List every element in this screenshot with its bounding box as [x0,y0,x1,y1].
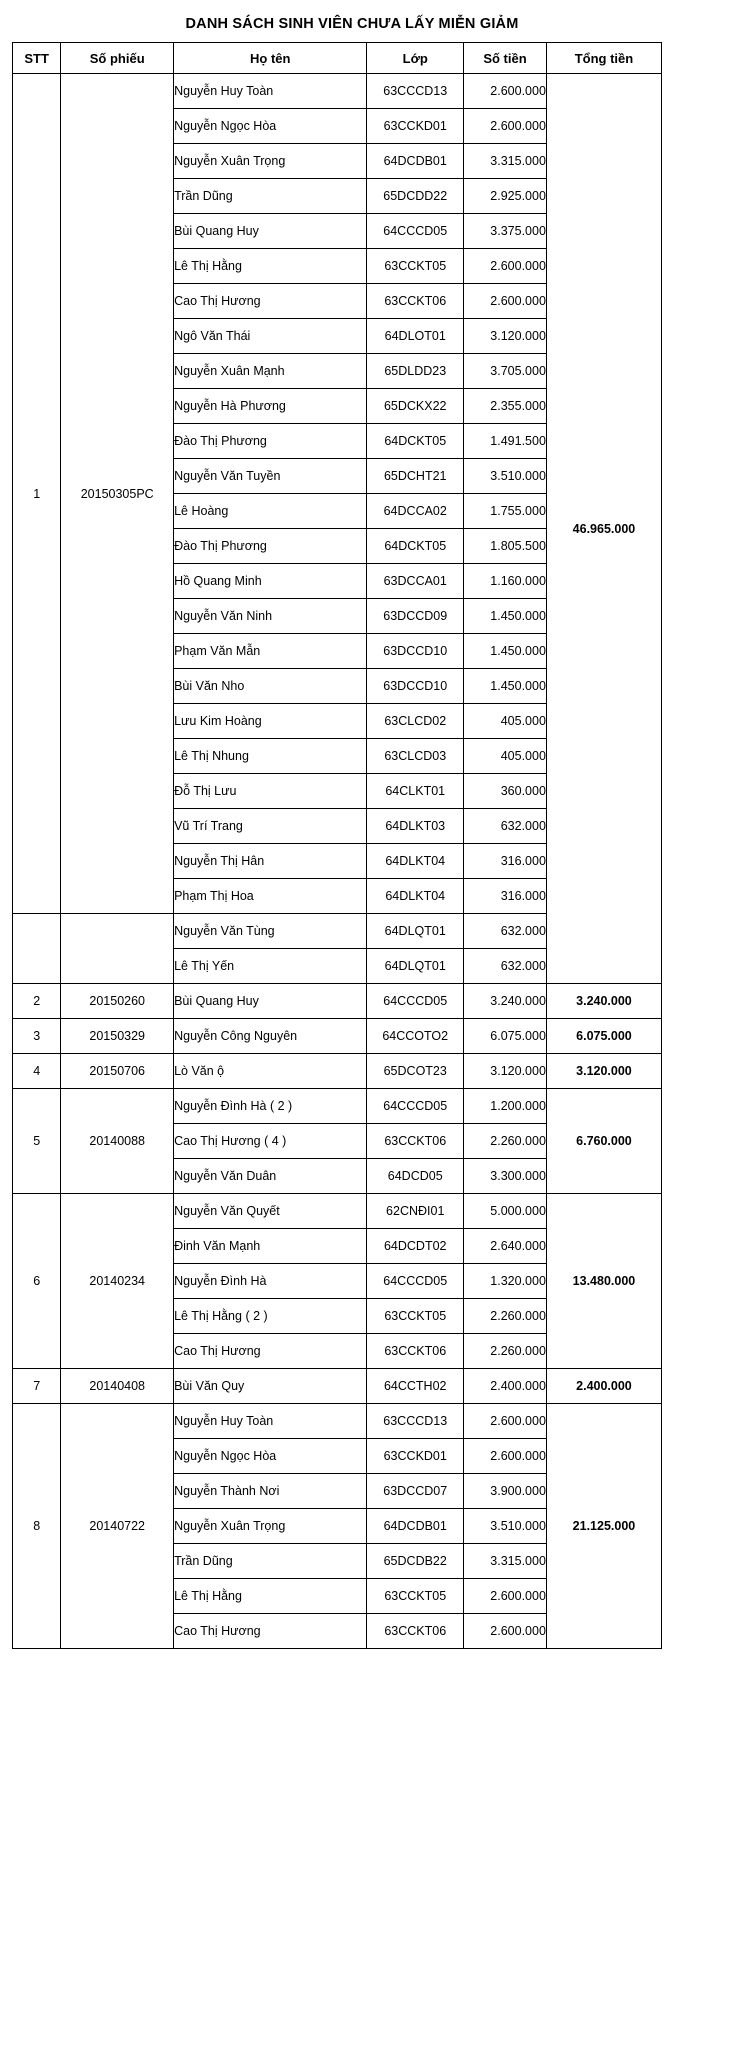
cell-so-tien: 3.315.000 [464,1544,547,1579]
cell-so-tien: 1.450.000 [464,634,547,669]
cell-so-tien: 2.600.000 [464,74,547,109]
table-header-row [13,43,662,74]
cell-lop: 63CCCD13 [367,74,464,109]
cell-ho-ten: Bùi Văn Quy [174,1369,367,1404]
cell-lop: 63DCCA01 [367,564,464,599]
cell-ho-ten: Cao Thị Hương ( 4 ) [174,1124,367,1159]
cell-so-tien: 316.000 [464,844,547,879]
cell-stt: 1 [13,74,61,914]
cell-so-phieu: 20150329 [61,1019,174,1054]
cell-lop: 64CCCD05 [367,1264,464,1299]
cell-ho-ten: Nguyễn Huy Toàn [174,74,367,109]
column-header-so-tien: Số tiền [464,43,547,74]
cell-lop: 65DCHT21 [367,459,464,494]
cell-so-tien: 2.925.000 [464,179,547,214]
cell-stt: 6 [13,1194,61,1369]
cell-lop: 65DCDB22 [367,1544,464,1579]
cell-so-tien: 1.450.000 [464,669,547,704]
cell-stt: 3 [13,1019,61,1054]
column-header-stt: STT [13,43,61,74]
cell-so-tien: 2.600.000 [464,109,547,144]
cell-so-tien: 3.315.000 [464,144,547,179]
cell-ho-ten: Nguyễn Xuân Mạnh [174,354,367,389]
cell-ho-ten: Nguyễn Văn Tuyền [174,459,367,494]
cell-so-tien: 2.260.000 [464,1124,547,1159]
cell-so-tien: 3.300.000 [464,1159,547,1194]
cell-lop: 64DCDB01 [367,1509,464,1544]
cell-lop: 64DCKT05 [367,424,464,459]
cell-lop: 64CCOTO2 [367,1019,464,1054]
cell-lop: 64DLOT01 [367,319,464,354]
cell-so-tien: 2.260.000 [464,1299,547,1334]
cell-so-tien: 1.200.000 [464,1089,547,1124]
cell-ho-ten: Lê Thị Hằng [174,1579,367,1614]
cell-so-tien: 2.600.000 [464,1614,547,1649]
cell-so-tien: 1.320.000 [464,1264,547,1299]
cell-ho-ten: Nguyễn Ngọc Hòa [174,1439,367,1474]
cell-lop: 65DCKX22 [367,389,464,424]
cell-so-tien: 3.510.000 [464,1509,547,1544]
cell-ho-ten: Nguyễn Văn Quyết [174,1194,367,1229]
cell-lop: 64DCKT05 [367,529,464,564]
cell-ho-ten: Lò Văn ộ [174,1054,367,1089]
cell-so-tien: 3.240.000 [464,984,547,1019]
cell-so-phieu-continued [61,914,174,984]
cell-ho-ten: Lưu Kim Hoàng [174,704,367,739]
cell-lop: 64DCCA02 [367,494,464,529]
cell-so-tien: 3.375.000 [464,214,547,249]
cell-so-tien: 405.000 [464,704,547,739]
cell-so-phieu: 20140234 [61,1194,174,1369]
cell-lop: 64DLKT04 [367,844,464,879]
cell-ho-ten: Lê Hoàng [174,494,367,529]
cell-ho-ten: Nguyễn Đình Hà [174,1264,367,1299]
page-title: DANH SÁCH SINH VIÊN CHƯA LẤY MIỄN GIẢM [185,16,519,32]
cell-ho-ten: Nguyễn Huy Toàn [174,1404,367,1439]
cell-stt: 7 [13,1369,61,1404]
cell-so-tien: 2.640.000 [464,1229,547,1264]
cell-so-tien: 3.705.000 [464,354,547,389]
cell-so-tien: 2.600.000 [464,249,547,284]
column-header-ho-ten: Họ tên [174,43,367,74]
cell-so-tien: 405.000 [464,739,547,774]
cell-ho-ten: Cao Thị Hương [174,284,367,319]
cell-lop: 63DCCD10 [367,669,464,704]
cell-so-tien: 2.400.000 [464,1369,547,1404]
cell-lop: 63CLCD02 [367,704,464,739]
cell-so-tien: 632.000 [464,809,547,844]
cell-ho-ten: Cao Thị Hương [174,1614,367,1649]
cell-lop: 62CNĐI01 [367,1194,464,1229]
cell-ho-ten: Lê Thị Yến [174,949,367,984]
cell-ho-ten: Đào Thị Phương [174,424,367,459]
column-header-so-phieu: Số phiếu [61,43,174,74]
cell-so-phieu: 20150305PC [61,74,174,914]
cell-lop: 63CCCD13 [367,1404,464,1439]
table-row [13,74,662,109]
cell-ho-ten: Lê Thị Hằng [174,249,367,284]
table-row [13,1054,662,1089]
cell-ho-ten: Nguyễn Văn Tùng [174,914,367,949]
cell-stt: 5 [13,1089,61,1194]
cell-lop: 65DLDD23 [367,354,464,389]
cell-so-tien: 6.075.000 [464,1019,547,1054]
cell-ho-ten: Trần Dũng [174,179,367,214]
cell-so-phieu: 20140408 [61,1369,174,1404]
cell-ho-ten: Đinh Văn Mạnh [174,1229,367,1264]
cell-so-tien: 3.120.000 [464,1054,547,1089]
cell-ho-ten: Bùi Quang Huy [174,214,367,249]
cell-ho-ten: Nguyễn Văn Ninh [174,599,367,634]
cell-lop: 63CCKT05 [367,1579,464,1614]
column-header-lop: Lớp [367,43,464,74]
cell-so-tien: 2.600.000 [464,284,547,319]
cell-lop: 63CCKT05 [367,1299,464,1334]
cell-ho-ten: Nguyễn Xuân Trọng [174,144,367,179]
cell-so-tien: 1.160.000 [464,564,547,599]
cell-lop: 63CCKT06 [367,284,464,319]
cell-ho-ten: Nguyễn Đình Hà ( 2 ) [174,1089,367,1124]
cell-so-tien: 632.000 [464,914,547,949]
cell-lop: 64DLKT03 [367,809,464,844]
cell-ho-ten: Nguyễn Thị Hân [174,844,367,879]
cell-lop: 63CCKT05 [367,249,464,284]
cell-so-tien: 2.600.000 [464,1404,547,1439]
cell-so-tien: 632.000 [464,949,547,984]
cell-ho-ten: Hồ Quang Minh [174,564,367,599]
cell-lop: 64DCD05 [367,1159,464,1194]
cell-ho-ten: Vũ Trí Trang [174,809,367,844]
cell-so-tien: 1.755.000 [464,494,547,529]
cell-tong-tien: 6.075.000 [546,1019,661,1054]
cell-stt: 2 [13,984,61,1019]
cell-ho-ten: Ngô Văn Thái [174,319,367,354]
cell-tong-tien: 21.125.000 [546,1404,661,1649]
cell-ho-ten: Đào Thị Phương [174,529,367,564]
cell-so-tien: 360.000 [464,774,547,809]
cell-ho-ten: Lê Thị Hằng ( 2 ) [174,1299,367,1334]
cell-lop: 64DLKT04 [367,879,464,914]
cell-lop: 65DCDD22 [367,179,464,214]
table-header [13,43,662,74]
cell-lop: 64CCCD05 [367,214,464,249]
cell-ho-ten: Lê Thị Nhung [174,739,367,774]
cell-tong-tien: 46.965.000 [546,74,661,984]
cell-so-tien: 3.120.000 [464,319,547,354]
cell-tong-tien: 6.760.000 [546,1089,661,1194]
cell-lop: 63CLCD03 [367,739,464,774]
cell-ho-ten: Nguyễn Thành Nơi [174,1474,367,1509]
cell-lop: 63CCKT06 [367,1334,464,1369]
cell-ho-ten: Bùi Văn Nho [174,669,367,704]
cell-ho-ten: Bùi Quang Huy [174,984,367,1019]
cell-lop: 64DLQT01 [367,949,464,984]
cell-ho-ten: Nguyễn Công Nguyên [174,1019,367,1054]
cell-so-phieu: 20140722 [61,1404,174,1649]
cell-tong-tien: 3.240.000 [546,984,661,1019]
cell-lop: 65DCOT23 [367,1054,464,1089]
cell-so-tien: 2.600.000 [464,1579,547,1614]
cell-ho-ten: Trần Dũng [174,1544,367,1579]
cell-lop: 64DCDB01 [367,144,464,179]
cell-lop: 63CCKD01 [367,1439,464,1474]
cell-tong-tien: 3.120.000 [546,1054,661,1089]
cell-ho-ten: Nguyễn Ngọc Hòa [174,109,367,144]
cell-ho-ten: Đỗ Thị Lưu [174,774,367,809]
cell-so-phieu: 20140088 [61,1089,174,1194]
table-row [13,1194,662,1229]
cell-so-tien: 2.260.000 [464,1334,547,1369]
cell-so-tien: 3.900.000 [464,1474,547,1509]
cell-lop: 64CLKT01 [367,774,464,809]
cell-so-phieu: 20150706 [61,1054,174,1089]
cell-lop: 63CCKD01 [367,109,464,144]
table-row [13,1369,662,1404]
cell-tong-tien: 13.480.000 [546,1194,661,1369]
cell-so-tien: 1.450.000 [464,599,547,634]
cell-so-tien: 316.000 [464,879,547,914]
table-row [13,1019,662,1054]
cell-ho-ten: Nguyễn Hà Phương [174,389,367,424]
cell-so-tien: 1.491.500 [464,424,547,459]
cell-lop: 63DCCD09 [367,599,464,634]
cell-stt: 8 [13,1404,61,1649]
column-header-tong-tien: Tổng tiền [546,43,661,74]
cell-ho-ten: Nguyễn Xuân Trọng [174,1509,367,1544]
cell-ho-ten: Phạm Văn Mẫn [174,634,367,669]
cell-so-tien: 5.000.000 [464,1194,547,1229]
cell-lop: 63CCKT06 [367,1614,464,1649]
cell-ho-ten: Nguyễn Văn Duân [174,1159,367,1194]
cell-ho-ten: Phạm Thị Hoa [174,879,367,914]
cell-lop: 64CCCD05 [367,1089,464,1124]
cell-lop: 64CCCD05 [367,984,464,1019]
cell-lop: 64DCDT02 [367,1229,464,1264]
cell-so-tien: 2.355.000 [464,389,547,424]
cell-stt-continued [13,914,61,984]
cell-lop: 63DCCD07 [367,1474,464,1509]
table-row [13,1089,662,1124]
cell-ho-ten: Cao Thị Hương [174,1334,367,1369]
student-list-table [12,42,662,1649]
cell-lop: 64DLQT01 [367,914,464,949]
cell-lop: 63DCCD10 [367,634,464,669]
table-row [13,984,662,1019]
cell-tong-tien: 2.400.000 [546,1369,661,1404]
cell-lop: 63CCKT06 [367,1124,464,1159]
table-row [13,1404,662,1439]
cell-so-phieu: 20150260 [61,984,174,1019]
table-body [13,74,662,1649]
cell-so-tien: 1.805.500 [464,529,547,564]
cell-so-tien: 2.600.000 [464,1439,547,1474]
cell-stt: 4 [13,1054,61,1089]
cell-lop: 64CCTH02 [367,1369,464,1404]
cell-so-tien: 3.510.000 [464,459,547,494]
